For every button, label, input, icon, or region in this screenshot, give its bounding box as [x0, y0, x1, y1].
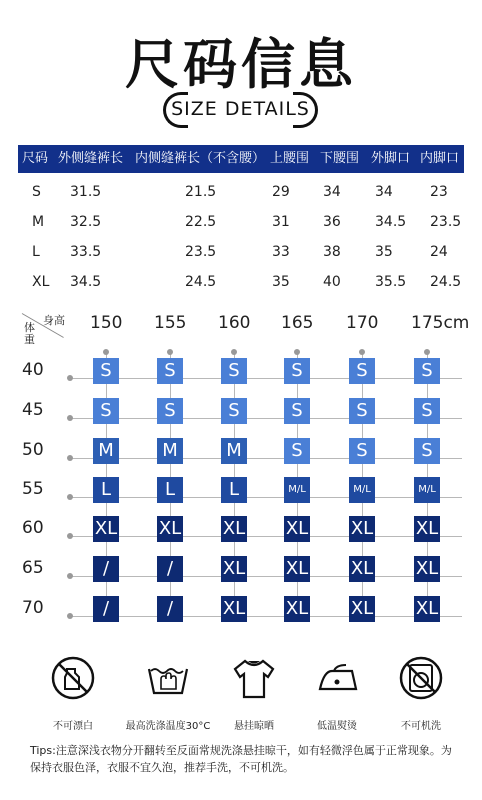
size-cell: XL	[349, 596, 375, 622]
size-cell: M/L	[414, 477, 440, 503]
table-row	[18, 178, 464, 206]
size-cell: L	[157, 477, 183, 503]
size-cell: S	[284, 398, 310, 424]
weight-label: 70	[22, 598, 44, 618]
no-bleach-icon	[50, 655, 96, 701]
col-header: 尺码	[22, 151, 49, 166]
table-cell: S	[32, 184, 41, 200]
size-cell: M	[221, 438, 247, 464]
size-cell: S	[414, 438, 440, 464]
size-cell: XL	[349, 556, 375, 582]
weight-axis-label: 体重	[24, 321, 35, 346]
size-cell: XL	[93, 516, 119, 542]
grid-row-dot	[67, 613, 73, 619]
weight-label: 60	[22, 518, 44, 538]
care-label-low-iron: 低温熨烫	[317, 721, 357, 732]
size-cell: S	[284, 438, 310, 464]
size-cell: XL	[284, 556, 310, 582]
size-cell: /	[157, 596, 183, 622]
table-row	[18, 268, 464, 296]
grid-row-line	[70, 616, 462, 617]
grid-column-dot	[359, 349, 365, 355]
size-cell: S	[221, 398, 247, 424]
size-cell: XL	[221, 556, 247, 582]
weight-label: 40	[22, 360, 44, 380]
table-cell: 36	[323, 214, 341, 230]
page-title: 尺码信息	[125, 33, 357, 96]
col-header: 内脚口	[420, 151, 460, 166]
wash-temperature-icon	[145, 655, 191, 701]
size-cell: /	[93, 596, 119, 622]
height-label: 160	[218, 313, 251, 333]
col-header: 上腰围	[270, 151, 310, 166]
subtitle-badge	[163, 92, 318, 128]
care-tips: Tips:注意深浅衣物分开翻转至反面常规洗涤悬挂晾干，如有轻微浮色属于正常现象。为保持衣服色泽，衣服不宜久泡，推荐手洗，不可机洗。	[30, 744, 452, 774]
size-cell: M	[93, 438, 119, 464]
table-cell: L	[32, 244, 40, 260]
grid-row-line	[70, 497, 462, 498]
size-cell: XL	[414, 516, 440, 542]
table-cell: 34	[375, 184, 393, 200]
grid-row-line	[70, 378, 462, 379]
size-cell: XL	[414, 556, 440, 582]
table-cell: 31.5	[70, 184, 102, 200]
size-cell: XL	[157, 516, 183, 542]
size-cell: XL	[221, 596, 247, 622]
table-cell: XL	[32, 274, 50, 290]
col-header: 外脚口	[371, 151, 411, 166]
size-table-header	[18, 145, 464, 173]
table-cell: 33.5	[70, 244, 102, 260]
table-cell: 23	[430, 184, 448, 200]
table-cell: 23.5	[185, 244, 217, 260]
size-cell: /	[157, 556, 183, 582]
size-cell: XL	[284, 516, 310, 542]
hang-dry-icon	[231, 655, 277, 701]
care-label-no-machine-wash: 不可机洗	[401, 721, 441, 732]
size-cell: XL	[349, 516, 375, 542]
table-cell: 24.5	[430, 274, 462, 290]
size-cell: S	[349, 398, 375, 424]
grid-row-line	[70, 418, 462, 419]
size-cell: S	[414, 358, 440, 384]
size-cell: S	[284, 358, 310, 384]
grid-row-line	[70, 576, 462, 577]
grid-row-line	[70, 536, 462, 537]
weight-label: 45	[22, 400, 44, 420]
size-cell: XL	[284, 596, 310, 622]
grid-row-dot	[67, 455, 73, 461]
table-cell: 22.5	[185, 214, 217, 230]
size-cell: S	[414, 398, 440, 424]
grid-row-dot	[67, 494, 73, 500]
table-cell: 38	[323, 244, 341, 260]
height-label: 175cm	[411, 313, 470, 333]
size-cell: S	[93, 358, 119, 384]
size-cell: M/L	[284, 477, 310, 503]
grid-row-dot	[67, 573, 73, 579]
weight-label: 65	[22, 558, 44, 578]
size-cell: S	[93, 398, 119, 424]
grid-row-dot	[67, 533, 73, 539]
grid-column-dot	[231, 349, 237, 355]
col-header: 下腰围	[320, 151, 360, 166]
size-cell: /	[93, 556, 119, 582]
table-cell: 24.5	[185, 274, 217, 290]
grid-row-line	[70, 458, 462, 459]
care-label-wash-temp: 最高洗涤温度30°C	[125, 721, 211, 732]
size-cell: L	[221, 477, 247, 503]
size-cell: M	[157, 438, 183, 464]
table-row	[18, 238, 464, 266]
no-machine-wash-icon	[398, 655, 444, 701]
grid-row-dot	[67, 415, 73, 421]
table-cell: 34.5	[375, 214, 407, 230]
table-cell: 34.5	[70, 274, 102, 290]
weight-label: 50	[22, 440, 44, 460]
weight-label: 55	[22, 479, 44, 499]
table-cell: 31	[272, 214, 290, 230]
low-iron-icon	[314, 655, 360, 701]
height-label: 150	[90, 313, 123, 333]
height-label: 155	[154, 313, 187, 333]
table-cell: 33	[272, 244, 290, 260]
table-cell: 35.5	[375, 274, 407, 290]
table-cell: 40	[323, 274, 341, 290]
height-label: 165	[281, 313, 314, 333]
grid-column-dot	[424, 349, 430, 355]
table-cell: 34	[323, 184, 341, 200]
table-cell: 35	[375, 244, 393, 260]
col-header: 外侧缝裤长	[58, 151, 124, 166]
size-cell: S	[157, 398, 183, 424]
table-cell: 29	[272, 184, 290, 200]
height-axis-label: 身高	[43, 314, 65, 327]
size-cell: S	[349, 438, 375, 464]
size-cell: XL	[414, 596, 440, 622]
size-cell: S	[349, 358, 375, 384]
grid-row-dot	[67, 375, 73, 381]
grid-column-dot	[103, 349, 109, 355]
table-cell: 21.5	[185, 184, 217, 200]
col-header: 内侧缝裤长（不含腰）	[135, 151, 266, 166]
grid-column-dot	[167, 349, 173, 355]
table-cell: 24	[430, 244, 448, 260]
height-label: 170	[346, 313, 379, 333]
table-row	[18, 208, 464, 236]
size-cell: XL	[221, 516, 247, 542]
care-label-no-bleach: 不可漂白	[53, 721, 93, 732]
size-cell: S	[221, 358, 247, 384]
size-cell: M/L	[349, 477, 375, 503]
size-cell: L	[93, 477, 119, 503]
table-cell: M	[32, 214, 45, 230]
table-cell: 35	[272, 274, 290, 290]
grid-column-dot	[294, 349, 300, 355]
size-cell: S	[157, 358, 183, 384]
care-label-hang-dry: 悬挂晾晒	[234, 721, 274, 732]
table-cell: 32.5	[70, 214, 102, 230]
table-cell: 23.5	[430, 214, 462, 230]
page-subtitle: SIZE DETAILS	[171, 98, 310, 120]
